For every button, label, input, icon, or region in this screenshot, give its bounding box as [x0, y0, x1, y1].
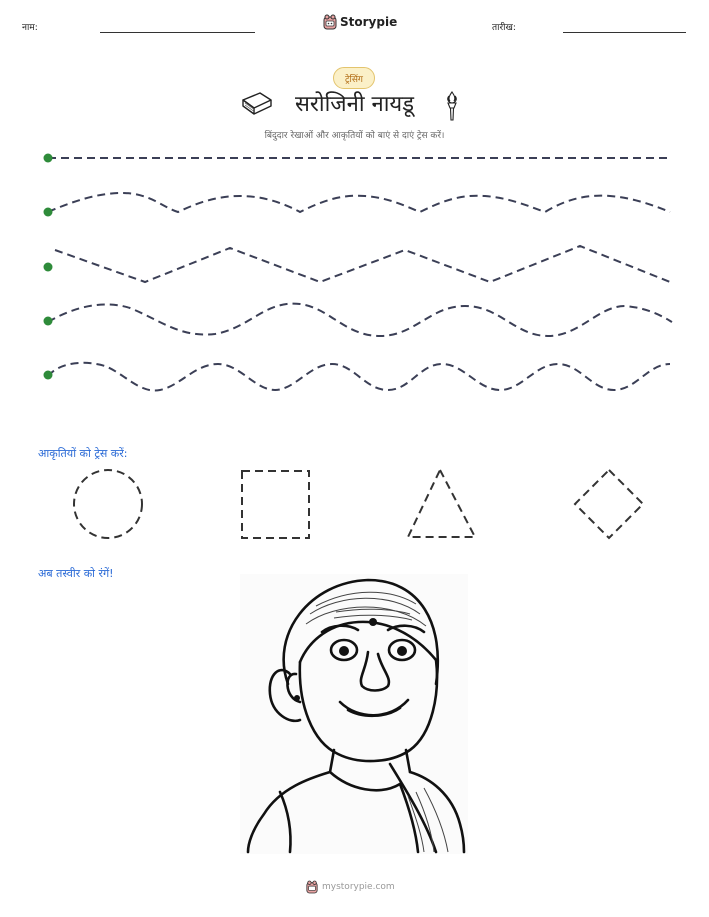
- shapes-heading: आकृतियों को ट्रेस करें:: [38, 447, 128, 460]
- date-field-line[interactable]: [563, 32, 686, 33]
- shape-square: [242, 471, 309, 538]
- start-dot-3: [44, 263, 53, 272]
- shape-circle: [74, 470, 142, 538]
- date-label: तारीख:: [492, 23, 516, 33]
- shape-diamond: [575, 470, 643, 538]
- tracing-badge: ट्रेसिंग: [333, 67, 375, 89]
- storypie-logo-icon: [323, 14, 337, 30]
- brand-logo: [323, 14, 397, 30]
- page-title: सरोजिनी नायडू: [295, 92, 414, 117]
- name-label: नाम:: [22, 23, 38, 33]
- start-dot-5: [44, 371, 53, 380]
- sarojini-naidu-line-art: [240, 574, 468, 854]
- torch-icon: [444, 90, 460, 122]
- start-dot-2: [44, 208, 53, 217]
- start-dot-1: [44, 154, 53, 163]
- shapes-row: [0, 462, 709, 548]
- tracing-line-zigzag: [55, 246, 670, 282]
- coloring-heading: अब तस्वीर को रंगें!: [38, 567, 114, 580]
- instructions-subtitle: बिंदुदार रेखाओं और आकृतियों को बाएं से दाएं ट्रेस करें।: [264, 131, 445, 141]
- brand-name: Storypie: [340, 15, 398, 29]
- shape-triangle: [408, 470, 475, 537]
- name-field-line[interactable]: [100, 32, 255, 33]
- storypie-logo-icon: [306, 880, 318, 894]
- start-dot-4: [44, 317, 53, 326]
- tracing-line-wave-1: [48, 193, 670, 212]
- footer: [306, 880, 395, 894]
- tracing-line-wave-3: [48, 363, 670, 391]
- tracing-lines: [0, 140, 709, 400]
- footer-site-link[interactable]: mystorypie.com: [322, 882, 395, 892]
- tracing-line-wave-2: [48, 304, 672, 336]
